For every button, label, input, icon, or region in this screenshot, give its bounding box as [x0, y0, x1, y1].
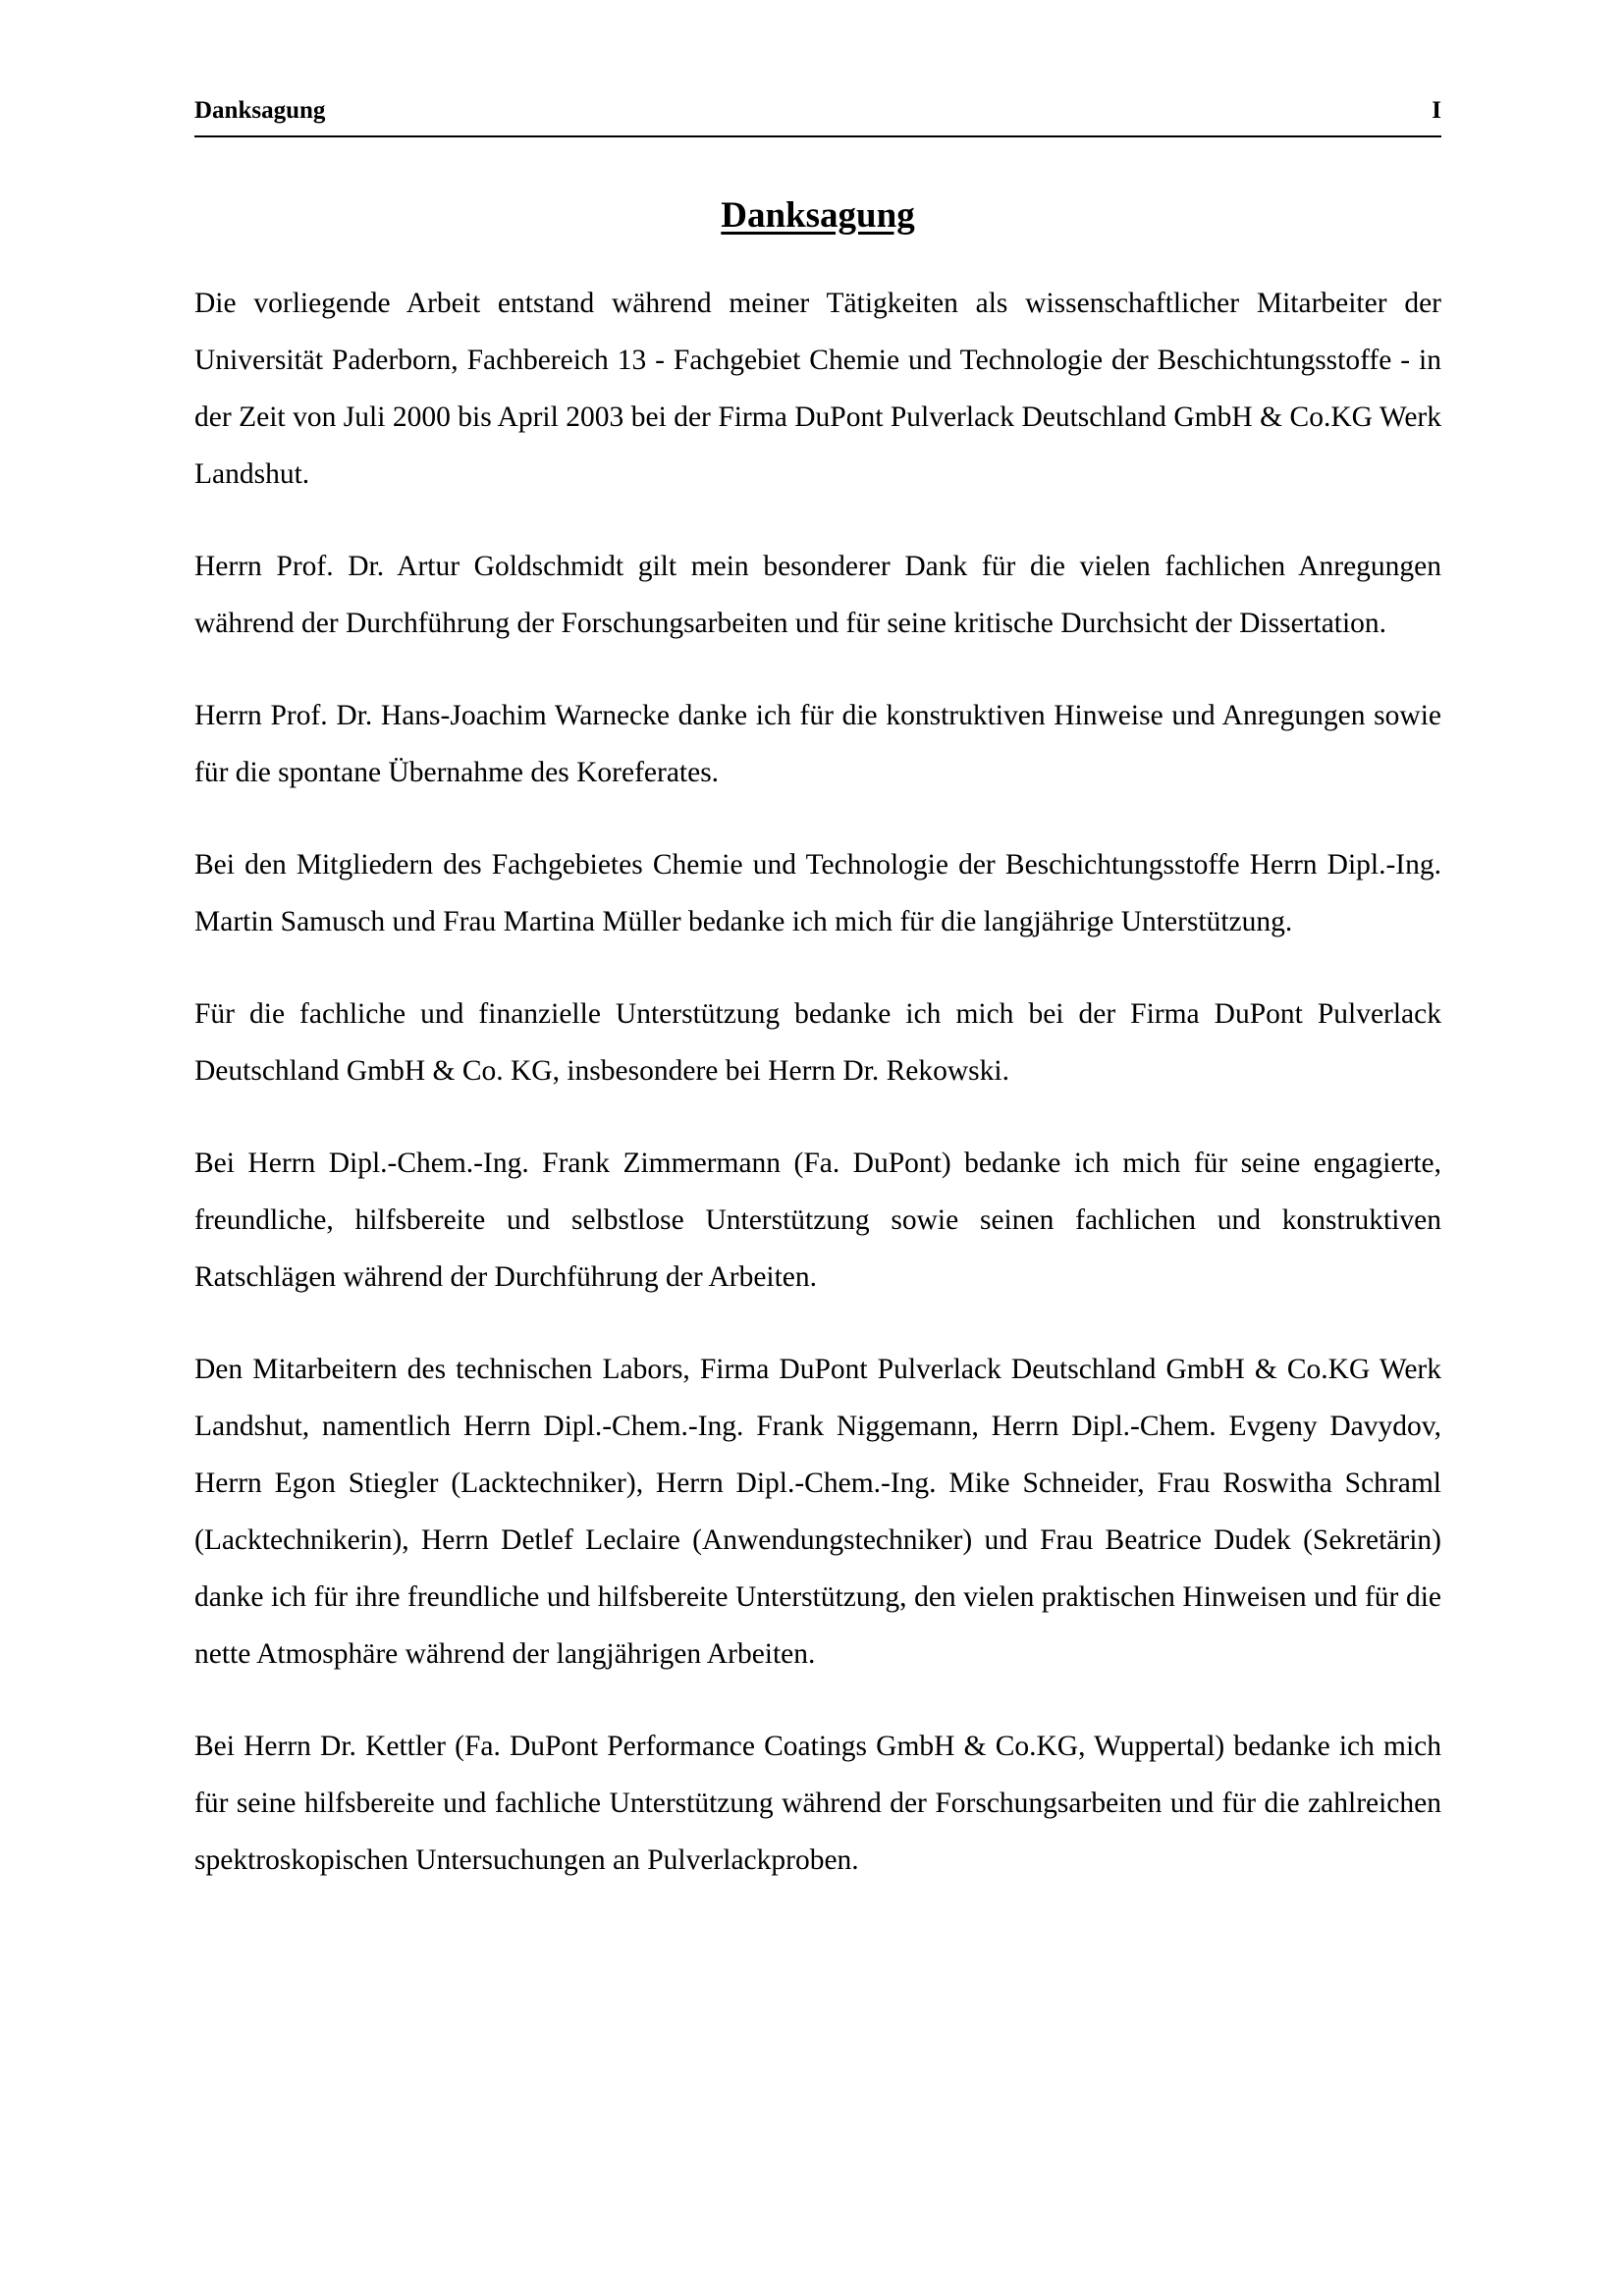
body-text — [194, 275, 1441, 1924]
paragraph: Bei den Mitgliedern des Fachgebietes Chemie und Technologie der Beschichtungsstoffe Herrn Dipl.-Ing. Martin Samusch und Frau Martina Müller bedanke ich mich für die langjährige Unterstützung. — [194, 849, 1441, 937]
paragraph: Für die fachliche und finanzielle Unterstützung bedanke ich mich bei der Firma DuPont Pulverlack Deutschland GmbH & Co. KG, insbesondere bei Herrn Dr. Rekowski. — [194, 998, 1441, 1087]
header-page-number: I — [1432, 97, 1441, 124]
paragraph: Die vorliegende Arbeit entstand während meiner Tätigkeiten als wissenschaftlicher Mitarbeiter der Universität Paderborn, Fachbereich 13 - Fachgebiet Chemie und Technologie der Beschichtungsstoffe - in der Zeit von Juli 2000 bis April 2003 bei der Firma DuPont Pulverlack Deutschland GmbH & Co.KG Werk Landshut. — [194, 288, 1441, 490]
paragraph: Bei Herrn Dr. Kettler (Fa. DuPont Performance Coatings GmbH & Co.KG, Wuppertal) bedanke ich mich für seine hilfsbereite und fachliche Unterstützung während der Forschungsarbeiten und für die zahlreichen spektroskopischen Untersuchungen an Pulverlackproben. — [194, 1731, 1441, 1876]
page-title: Danksagung — [721, 195, 915, 236]
paragraph: Herrn Prof. Dr. Artur Goldschmidt gilt mein besonderer Dank für die vielen fachlichen Anregungen während der Durchführung der Forschungsarbeiten und für seine kritische Durchsicht der Dissertation. — [194, 551, 1441, 639]
paragraph: Bei Herrn Dipl.-Chem.-Ing. Frank Zimmermann (Fa. DuPont) bedanke ich mich für seine engagierte, freundliche, hilfsbereite und selbstlose Unterstützung sowie seinen fachlichen und konstruktiven Ratschlägen während der Durchführung der Arbeiten. — [194, 1148, 1441, 1293]
running-header — [194, 96, 1441, 137]
header-section-label: Danksagung — [194, 97, 326, 124]
paragraph: Den Mitarbeitern des technischen Labors, Firma DuPont Pulverlack Deutschland GmbH & Co.KG Werk Landshut, namentlich Herrn Dipl.-Chem.-Ing. Frank Niggemann, Herrn Dipl.-Chem. Evgeny Davydov, Herrn Egon Stiegler (Lacktechniker), Herrn Dipl.-Chem.-Ing. Mike Schneider, Frau Roswitha Schraml (Lacktechnikerin), Herrn Detlef Leclaire (Anwendungstechniker) und Frau Beatrice Dudek (Sekretärin) danke ich für ihre freundliche und hilfsbereite Unterstützung, den vielen praktischen Hinweisen und für die nette Atmosphäre während der langjährigen Arbeiten. — [194, 1354, 1441, 1670]
paragraph: Herrn Prof. Dr. Hans-Joachim Warnecke danke ich für die konstruktiven Hinweise und Anregungen sowie für die spontane Übernahme des Koreferates. — [194, 700, 1441, 788]
